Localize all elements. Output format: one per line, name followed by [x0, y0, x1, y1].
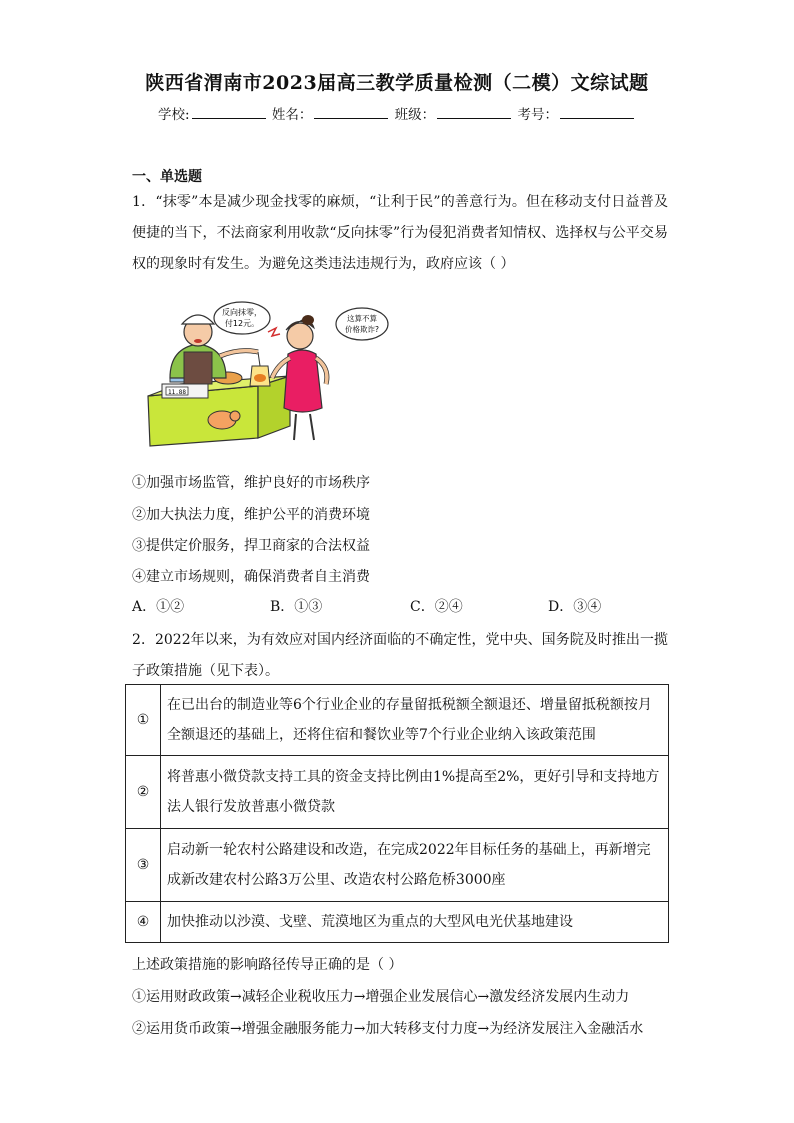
table-row [126, 685, 669, 756]
q1-option-c[interactable]: C．②④ [410, 599, 463, 615]
bubble-left-line1: 反向抹零， [222, 308, 262, 317]
number-blank [560, 106, 634, 119]
table-row-text: 在已出台的制造业等6个行业企业的存量留抵税额全额退还、增量留抵税额按月全额退还的基础上，还将住宿和餐饮业等7个行业企业纳入该政策范围 [161, 685, 669, 756]
bubble-right-line1: 这算不算 [347, 314, 377, 323]
question-1-text: 1．“抹零”本是减少现金找零的麻烦，“让利于民”的善意行为。但在移动支付日益普及便捷的当下，不法商家利用收款“反向抹零”行为侵犯消费者知情权、选择权与公平交易权的现象时有发生。为避免这类违法违规行为，政府应该（ ） [132, 194, 668, 272]
table-row [126, 829, 669, 902]
class-label: 班级： [394, 107, 436, 123]
table-row-text: 加快推动以沙漠、戈壁、荒漠地区为重点的大型风电光伏基地建设 [161, 902, 669, 943]
q2-question: 上述政策措施的影响路径传导正确的是（ ） [132, 957, 403, 973]
student-info-line [0, 103, 794, 123]
q1-option-a[interactable]: A．①② [132, 599, 185, 615]
q1-option-b[interactable]: B．①③ [270, 599, 323, 615]
table-row [126, 756, 669, 829]
scale-display: 11.88 [167, 389, 187, 396]
name-blank [314, 106, 388, 119]
name-label: 姓名： [271, 107, 313, 123]
q1-statement-2: ②加大执法力度，维护公平的消费环境 [132, 507, 370, 523]
page-title: 陕西省渭南市2023届高三教学质量检测（二模）文综试题 [145, 72, 649, 94]
bubble-right-line2: 价格欺诈? [345, 325, 379, 334]
bubble-left-line2: 付12元。 [224, 319, 260, 328]
table-row-number: ① [126, 685, 161, 756]
table-row-number: ④ [126, 902, 161, 943]
number-label: 考号： [517, 107, 558, 123]
class-blank [437, 106, 511, 119]
q2-path-2: ②运用货币政策→增强金融服务能力→加大转移支付力度→为经济发展注入金融活水 [132, 1021, 644, 1037]
q1-statement-3: ③提供定价服务，捍卫商家的合法权益 [132, 538, 370, 554]
q1-statement-1: ①加强市场监管，维护良好的市场秩序 [132, 475, 370, 491]
section-heading: 一、单选题 [132, 169, 202, 185]
table-row [126, 902, 669, 943]
table-row-number: ② [126, 756, 161, 829]
question-2-text: 2．2022年以来，为有效应对国内经济面临的不确定性，党中央、国务院及时推出一揽子政策措施（见下表）。 [132, 632, 668, 679]
q1-option-d[interactable]: D．③④ [548, 599, 602, 615]
school-blank [192, 106, 266, 119]
q1-statement-4: ④建立市场规则，确保消费者自主消费 [132, 569, 370, 585]
table-row-text: 将普惠小微贷款支持工具的资金支持比例由1%提高至2%，更好引导和支持地方法人银行发放普惠小微贷款 [161, 756, 669, 829]
school-label: 学校: [158, 107, 190, 123]
table-row-number: ③ [126, 829, 161, 902]
policy-table [125, 684, 669, 943]
q2-path-1: ①运用财政政策→减轻企业税收压力→增强企业发展信心→激发经济发展内生动力 [132, 989, 630, 1005]
table-row-text: 启动新一轮农村公路建设和改造，在完成2022年目标任务的基础上，再新增完成新改建农村公路3万公里、改造农村公路危桥3000座 [161, 829, 669, 902]
cartoon-illustration [140, 298, 390, 448]
